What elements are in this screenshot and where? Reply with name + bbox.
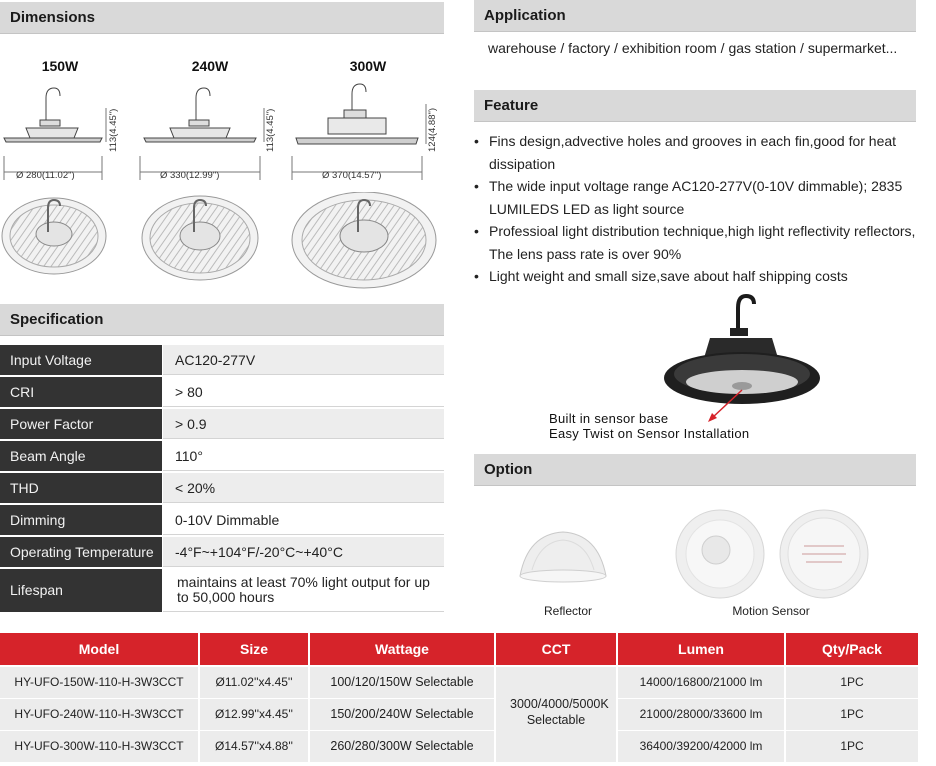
dim-height-300w: 124(4.88")	[427, 107, 438, 152]
application-header	[474, 0, 916, 32]
motion-sensor-image	[672, 504, 872, 604]
motion-sensor-caption: Motion Sensor	[732, 604, 810, 618]
spec-row	[0, 473, 444, 504]
dimensions-title: Dimensions	[10, 9, 96, 26]
cell-size: Ø12.99''x4.45''	[200, 699, 308, 730]
sensor-callout-line2: Easy Twist on Sensor Installation	[549, 426, 750, 441]
top-view-150w	[2, 198, 106, 274]
cell-model: HY-UFO-300W-110-H-3W3CCT	[0, 731, 198, 762]
cell-model: HY-UFO-240W-110-H-3W3CCT	[0, 699, 198, 730]
spec-row	[0, 345, 444, 376]
side-view-150w	[4, 88, 106, 180]
spec-label: Power Factor	[0, 409, 162, 439]
application-title: Application	[484, 7, 566, 24]
feature-header	[474, 90, 916, 122]
cell-lumen: 21000/28000/33600 lm	[618, 699, 784, 730]
col-header-cct: CCT	[496, 633, 616, 665]
feature-title: Feature	[484, 97, 539, 114]
cell-lumen: 36400/39200/42000 lm	[618, 731, 784, 762]
col-header-model: Model	[0, 633, 198, 665]
side-view-240w	[140, 88, 264, 180]
spec-row	[0, 569, 444, 613]
dim-side-drawings	[0, 76, 444, 196]
dim-label-300w: 300W	[349, 58, 387, 74]
feature-item: • Fins design,advective holes and grooves in each fin,good for heat dissipation	[474, 130, 936, 175]
feature-item: • The wide input voltage range AC120-277V(0-10V dimmable); 2835 LUMILEDS LED as light source	[474, 175, 936, 220]
spec-label: Dimming	[0, 505, 162, 535]
col-header-wattage: Wattage	[310, 633, 494, 665]
spec-value: > 80	[163, 377, 444, 407]
spec-label: THD	[0, 473, 162, 503]
cell-qty: 1PC	[786, 667, 918, 698]
reflector-image	[508, 520, 618, 590]
cell-wattage: 260/280/300W Selectable	[310, 731, 494, 762]
specification-header	[0, 304, 444, 336]
spec-row	[0, 409, 444, 440]
spec-value: < 20%	[163, 473, 444, 503]
dim-diameter-300w: Ø 370(14.57")	[322, 170, 382, 181]
dim-diameter-240w: Ø 330(12.99")	[160, 170, 220, 181]
spec-label: Input Voltage	[0, 345, 162, 375]
top-view-300w	[292, 192, 436, 288]
cell-model: HY-UFO-150W-110-H-3W3CCT	[0, 667, 198, 698]
dim-height-150w: 113(4.45")	[108, 108, 119, 152]
side-view-300w	[292, 84, 426, 180]
cell-wattage: 150/200/240W Selectable	[310, 699, 494, 730]
spec-label: Operating Temperature	[0, 537, 162, 567]
dim-height-240w: 113(4.45")	[265, 108, 276, 152]
cell-size: Ø14.57''x4.88''	[200, 731, 308, 762]
dim-top-views	[0, 192, 444, 292]
cell-qty: 1PC	[786, 731, 918, 762]
col-header-size: Size	[200, 633, 308, 665]
spec-label: Beam Angle	[0, 441, 162, 471]
top-view-240w	[142, 196, 258, 280]
spec-row	[0, 537, 444, 568]
spec-label: CRI	[0, 377, 162, 407]
option-header	[474, 454, 916, 486]
dim-label-240w: 240W	[191, 58, 229, 74]
option-title: Option	[484, 461, 533, 478]
sensor-callout	[549, 411, 749, 441]
spec-value: AC120-277V	[163, 345, 444, 375]
cell-size: Ø11.02''x4.45''	[200, 667, 308, 698]
feature-item: • Professioal light distribution technique,high light reflectivity reflectors, The lens pass rate is over 90%	[474, 220, 936, 265]
cell-lumen: 14000/16800/21000 lm	[618, 667, 784, 698]
spec-value: -4°F~+104°F/-20°C~+40°C	[163, 537, 444, 567]
feature-item: • Light weight and small size,save about half shipping costs	[474, 265, 936, 288]
col-header-lumen: Lumen	[618, 633, 784, 665]
highbay-light-image	[660, 290, 880, 420]
spec-value: maintains at least 70% light output for up to 50,000 hours	[163, 569, 444, 612]
spec-value: 110°	[163, 441, 444, 471]
spec-row	[0, 441, 444, 472]
cell-cct: 3000/4000/5000K Selectable	[496, 667, 616, 762]
spec-value: 0-10V Dimmable	[163, 505, 444, 535]
col-header-qty: Qty/Pack	[786, 633, 918, 665]
reflector-caption: Reflector	[543, 604, 593, 618]
model-table	[0, 633, 918, 761]
spec-value: > 0.9	[163, 409, 444, 439]
spec-label: Lifespan	[0, 569, 162, 612]
specification-title: Specification	[10, 311, 104, 328]
application-text: warehouse / factory / exhibition room / gas station / supermarket...	[488, 40, 898, 56]
dim-label-150w: 150W	[41, 58, 79, 74]
cell-qty: 1PC	[786, 699, 918, 730]
spec-row	[0, 505, 444, 536]
spec-row	[0, 377, 444, 408]
sensor-callout-line1: Built in sensor base	[549, 411, 669, 426]
dimensions-header	[0, 2, 444, 34]
dim-diameter-150w: Ø 280(11.02")	[16, 170, 75, 181]
cell-wattage: 100/120/150W Selectable	[310, 667, 494, 698]
feature-list	[474, 130, 936, 288]
